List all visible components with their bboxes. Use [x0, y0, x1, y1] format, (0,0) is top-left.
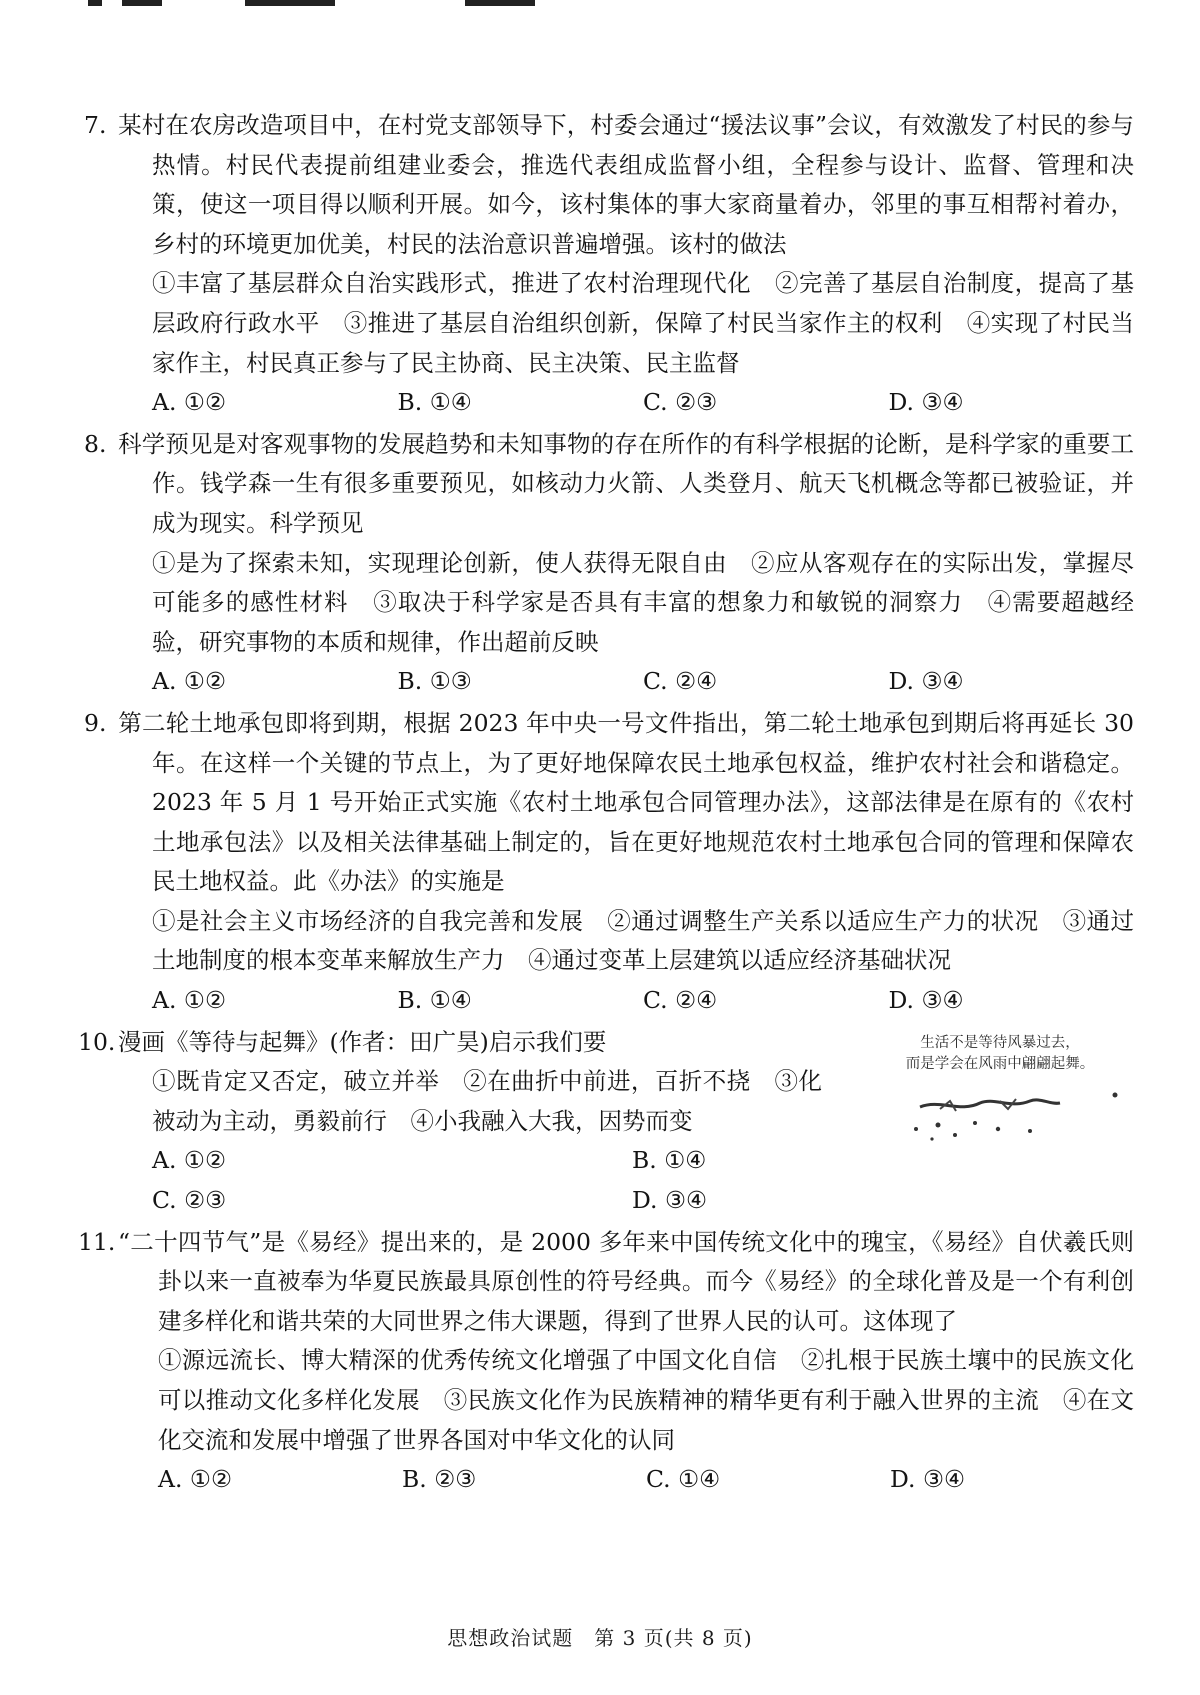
- scan-edge-artifacts: [0, 0, 1200, 14]
- answer-choices: [152, 662, 1134, 702]
- question-7: 7. 某村在农房改造项目中，在村党支部领导下，村委会通过“援法议事”会议，有效激发了村民的参与热情。村民代表提前组建业委会，推选代表组成监督小组，全程参与设计、监督、管理和决策，使这一项目得以顺利开展。如今，该村集体的事大家商量着办，邻里的事互相帮衬着办，乡村的环境更加优美，村民的法治意识普遍增强。该村的做法 ①丰富了基层群众自治实践形式，推进了农村治理现代化 ②完善了基层自治制度，提高了基层政府行政水平 ③推进了基层自治组织创新，保障了村民当家作主的权利 ④实现了村民当家作主，村民真正参与了民主协商、民主决策、民主监督 A. ①② B. ①④ C. ②③ D. ③④: [118, 106, 1134, 423]
- question-stem: 第二轮土地承包即将到期，根据 2023 年中央一号文件指出，第二轮土地承包到期后将再延长 30 年。在这样一个关键的节点上，为了更好地保障农民土地承包权益，维护农村社会和谐稳定。2023 年 5 月 1 号开始正式实施《农村土地承包合同管理办法》，这部法律是在原有的《农村土地承包法》以及相关法律基础上制定的，旨在更好地规范农村土地承包合同的管理和保障农民土地权益。此《办法》的实施是: [118, 708, 1134, 896]
- question-stem: “二十四节气”是《易经》提出来的，是 2000 多年来中国传统文化中的瑰宝，《易经》自伏羲氏则卦以来一直被奉为华夏民族最具原创性的符号经典。而今《易经》的全球化普及是一个有利创建多样化和谐共荣的大同世界之伟大课题，得到了世界人民的认可。这体现了: [118, 1227, 1134, 1335]
- choice-d: D. ③④: [632, 1186, 708, 1215]
- choice-c: C. ②④: [643, 986, 718, 1015]
- choice-a: A. ①②: [158, 1465, 233, 1494]
- answer-choices: [152, 383, 1134, 423]
- choice-b: B. ①④: [632, 1146, 707, 1175]
- dancing-figures-sketch: [880, 1079, 1120, 1149]
- question-11: 11. “二十四节气”是《易经》提出来的，是 2000 多年来中国传统文化中的瑰宝，《易经》自伏羲氏则卦以来一直被奉为华夏民族最具原创性的符号经典。而今《易经》的全球化普及是一个有利创建多样化和谐共荣的大同世界之伟大课题，得到了世界人民的认可。这体现了 ①源远流长、博大精深的优秀传统文化增强了中国文化自信 ②扎根于民族土壤中的民族文化可以推动文化多样化发展 ③民族文化作为民族精神的精华更有利于融入世界的主流 ④在文化交流和发展中增强了世界各国对中华文化的认同 A. ①② B. ②③ C. ①④ D. ③④: [118, 1223, 1134, 1500]
- choice-c: C. ②③: [152, 1186, 227, 1215]
- question-10: 10. 漫画《等待与起舞》(作者：田广昊)启示我们要 ①既肯定又否定，破立并举 ②在曲折中前进，百折不挠 ③化被动为主动，勇毅前行 ④小我融入大我，因势而变 A. ①② B. ①④ C. ②③ D. ③④ 生活不是等待风暴过去， 而是学会在风雨中翩翩起舞。: [118, 1023, 1134, 1221]
- choice-a: A. ①②: [152, 1146, 227, 1175]
- question-statements: ①是社会主义市场经济的自我完善和发展 ②通过调整生产关系以适应生产力的状况 ③通过土地制度的根本变革来解放生产力 ④通过变革上层建筑以适应经济基础状况: [152, 906, 1134, 975]
- choice-b: B. ①③: [397, 667, 472, 696]
- choice-a: A. ①②: [152, 388, 227, 417]
- choice-d: D. ③④: [888, 388, 964, 417]
- question-statements: ①源远流长、博大精深的优秀传统文化增强了中国文化自信 ②扎根于民族土壤中的民族文化可以推动文化多样化发展 ③民族文化作为民族精神的精华更有利于融入世界的主流 ④在文化交流和发展中增强了世界各国对中华文化的认同: [158, 1346, 1134, 1454]
- choice-b: B. ①④: [397, 986, 472, 1015]
- answer-choices: [152, 981, 1134, 1021]
- page-footer: 思想政治试题 第 3 页(共 8 页): [447, 1626, 753, 1650]
- question-8: 8. 科学预见是对客观事物的发展趋势和未知事物的存在所作的有科学根据的论断，是科学家的重要工作。钱学森一生有很多重要预见，如核动力火箭、人类登月、航天飞机概念等都已被验证，并成为现实。科学预见 ①是为了探索未知，实现理论创新，使人获得无限自由 ②应从客观存在的实际出发，掌握尽可能多的感性材料 ③取决于科学家是否具有丰富的想象力和敏锐的洞察力 ④需要超越经验，研究事物的本质和规律，作出超前反映 A. ①② B. ①③ C. ②④ D. ③④: [118, 425, 1134, 702]
- choice-c: C. ②③: [643, 388, 718, 417]
- choice-a: A. ①②: [152, 986, 227, 1015]
- question-statements: ①丰富了基层群众自治实践形式，推进了农村治理现代化 ②完善了基层自治制度，提高了基层政府行政水平 ③推进了基层自治组织创新，保障了村民当家作主的权利 ④实现了村民当家作主，村民真正参与了民主协商、民主决策、民主监督: [152, 269, 1134, 377]
- answer-choices: [152, 1141, 912, 1220]
- answer-choices: [158, 1460, 1134, 1500]
- question-9: 9. 第二轮土地承包即将到期，根据 2023 年中央一号文件指出，第二轮土地承包到期后将再延长 30 年。在这样一个关键的节点上，为了更好地保障农民土地承包权益，维护农村社会和谐稳定。2023 年 5 月 1 号开始正式实施《农村土地承包合同管理办法》，这部法律是在原有的《农村土地承包法》以及相关法律基础上制定的，旨在更好地规范农村土地承包合同的管理和保障农民土地权益。此《办法》的实施是 ①是社会主义市场经济的自我完善和发展 ②通过调整生产关系以适应生产力的状况 ③通过土地制度的根本变革来解放生产力 ④通过变革上层建筑以适应经济基础状况 A. ①② B. ①④ C. ②④ D. ③④: [118, 704, 1134, 1021]
- choice-d: D. ③④: [888, 986, 964, 1015]
- question-stem: 科学预见是对客观事物的发展趋势和未知事物的存在所作的有科学根据的论断，是科学家的重要工作。钱学森一生有很多重要预见，如核动力火箭、人类登月、航天飞机概念等都已被验证，并成为现实。科学预见: [118, 429, 1134, 537]
- choice-c: C. ①④: [646, 1465, 721, 1494]
- question-stem: 漫画《等待与起舞》(作者：田广昊)启示我们要: [118, 1027, 607, 1056]
- question-stem: 某村在农房改造项目中，在村党支部领导下，村委会通过“援法议事”会议，有效激发了村民的参与热情。村民代表提前组建业委会，推选代表组成监督小组，全程参与设计、监督、管理和决策，使这一项目得以顺利开展。如今，该村集体的事大家商量着办，邻里的事互相帮衬着办，乡村的环境更加优美，村民的法治意识普遍增强。该村的做法: [118, 111, 1134, 258]
- question-statements: ①是为了探索未知，实现理论创新，使人获得无限自由 ②应从客观存在的实际出发，掌握尽可能多的感性材料 ③取决于科学家是否具有丰富的想象力和敏锐的洞察力 ④需要超越经验，研究事物的本质和规律，作出超前反映: [152, 548, 1134, 656]
- cartoon-caption-line-2: 而是学会在风雨中翩翩起舞。: [905, 1055, 1095, 1072]
- choice-d: D. ③④: [888, 667, 964, 696]
- choice-b: B. ②③: [402, 1465, 477, 1494]
- cartoon-caption-line-1: 生活不是等待风暴过去，: [920, 1034, 1080, 1051]
- cartoon-illustration: [860, 1033, 1140, 1163]
- question-statements: ①既肯定又否定，破立并举 ②在曲折中前进，百折不挠 ③化被动为主动，勇毅前行 ④小我融入大我，因势而变: [152, 1067, 822, 1135]
- choice-b: B. ①④: [397, 388, 472, 417]
- choice-a: A. ①②: [152, 667, 227, 696]
- exam-page: [78, 106, 1134, 1502]
- choice-d: D. ③④: [890, 1465, 966, 1494]
- choice-c: C. ②④: [643, 667, 718, 696]
